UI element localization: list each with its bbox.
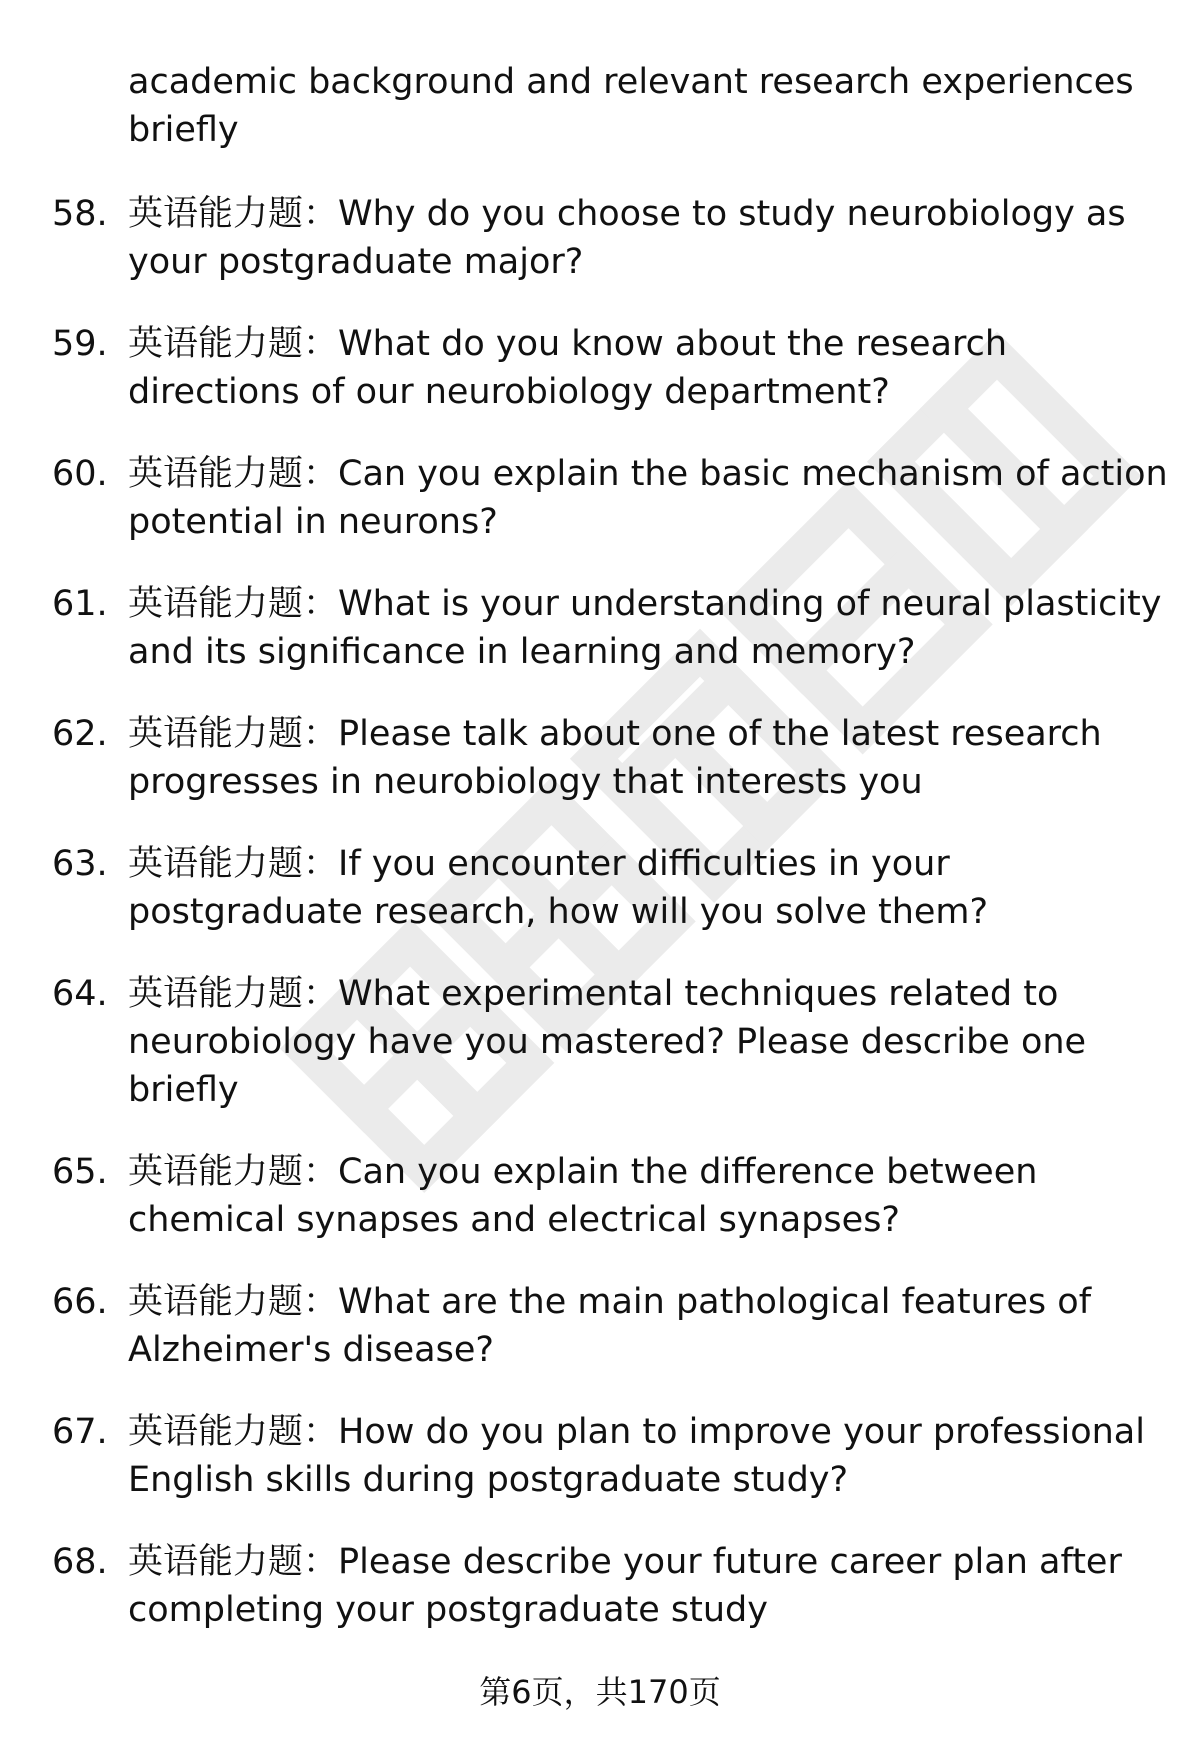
list-item [0,840,1168,936]
question-category: 英语能力题： [128,194,339,234]
question-text: What is your understanding of neural plasticity and its significance in learning and memory? [128,584,1162,672]
list-item [0,190,1168,286]
list-item [0,1278,1168,1374]
continued-question-text: academic background and relevant research experiences briefly [128,62,1134,150]
question-text: If you encounter difficulties in your postgraduate research, how will you solve them? [128,844,989,932]
list-item [0,1538,1168,1634]
question-text: How do you plan to improve your professional English skills during postgraduate study? [128,1412,1145,1500]
question-text: Can you explain the basic mechanism of action potential in neurons? [128,454,1168,542]
question-text: Please describe your future career plan after completing your postgraduate study [128,1542,1122,1630]
question-category: 英语能力题： [128,584,339,624]
list-item [0,450,1168,546]
question-number: 67. [52,1412,108,1452]
question-number: 66. [52,1282,108,1322]
page-footer: 第6页，共170页 [479,1673,721,1711]
question-number: 64. [52,974,108,1014]
question-text: Why do you choose to study neurobiology as your postgraduate major? [128,194,1126,282]
list-item [0,710,1168,806]
question-category: 英语能力题： [128,714,339,754]
question-number: 59. [52,324,108,364]
question-number: 61. [52,584,108,624]
question-category: 英语能力题： [128,1412,339,1452]
list-item [0,970,1168,1114]
list-item [0,1148,1168,1244]
question-category: 英语能力题： [128,1542,339,1582]
list-item [0,580,1168,676]
question-category: 英语能力题： [128,1152,339,1192]
question-list [0,190,1200,1668]
question-number: 68. [52,1542,108,1582]
question-text: Please talk about one of the latest research progresses in neurobiology that interests you [128,714,1102,802]
question-text: What experimental techniques related to neurobiology have you mastered? Please describe one briefly [128,974,1087,1110]
question-category: 英语能力题： [128,974,339,1014]
question-number: 63. [52,844,108,884]
question-text: Can you explain the difference between chemical synapses and electrical synapses? [128,1152,1038,1240]
question-category: 英语能力题： [128,844,339,884]
question-number: 65. [52,1152,108,1192]
question-number: 62. [52,714,108,754]
question-category: 英语能力题： [128,454,339,494]
list-item [0,320,1168,416]
list-item [0,1408,1168,1504]
question-category: 英语能力题： [128,324,339,364]
question-number: 58. [52,194,108,234]
question-category: 英语能力题： [128,1282,339,1322]
question-number: 60. [52,454,108,494]
question-text: What are the main pathological features of Alzheimer's disease? [128,1282,1092,1370]
question-text: What do you know about the research directions of our neurobiology department? [128,324,1007,412]
